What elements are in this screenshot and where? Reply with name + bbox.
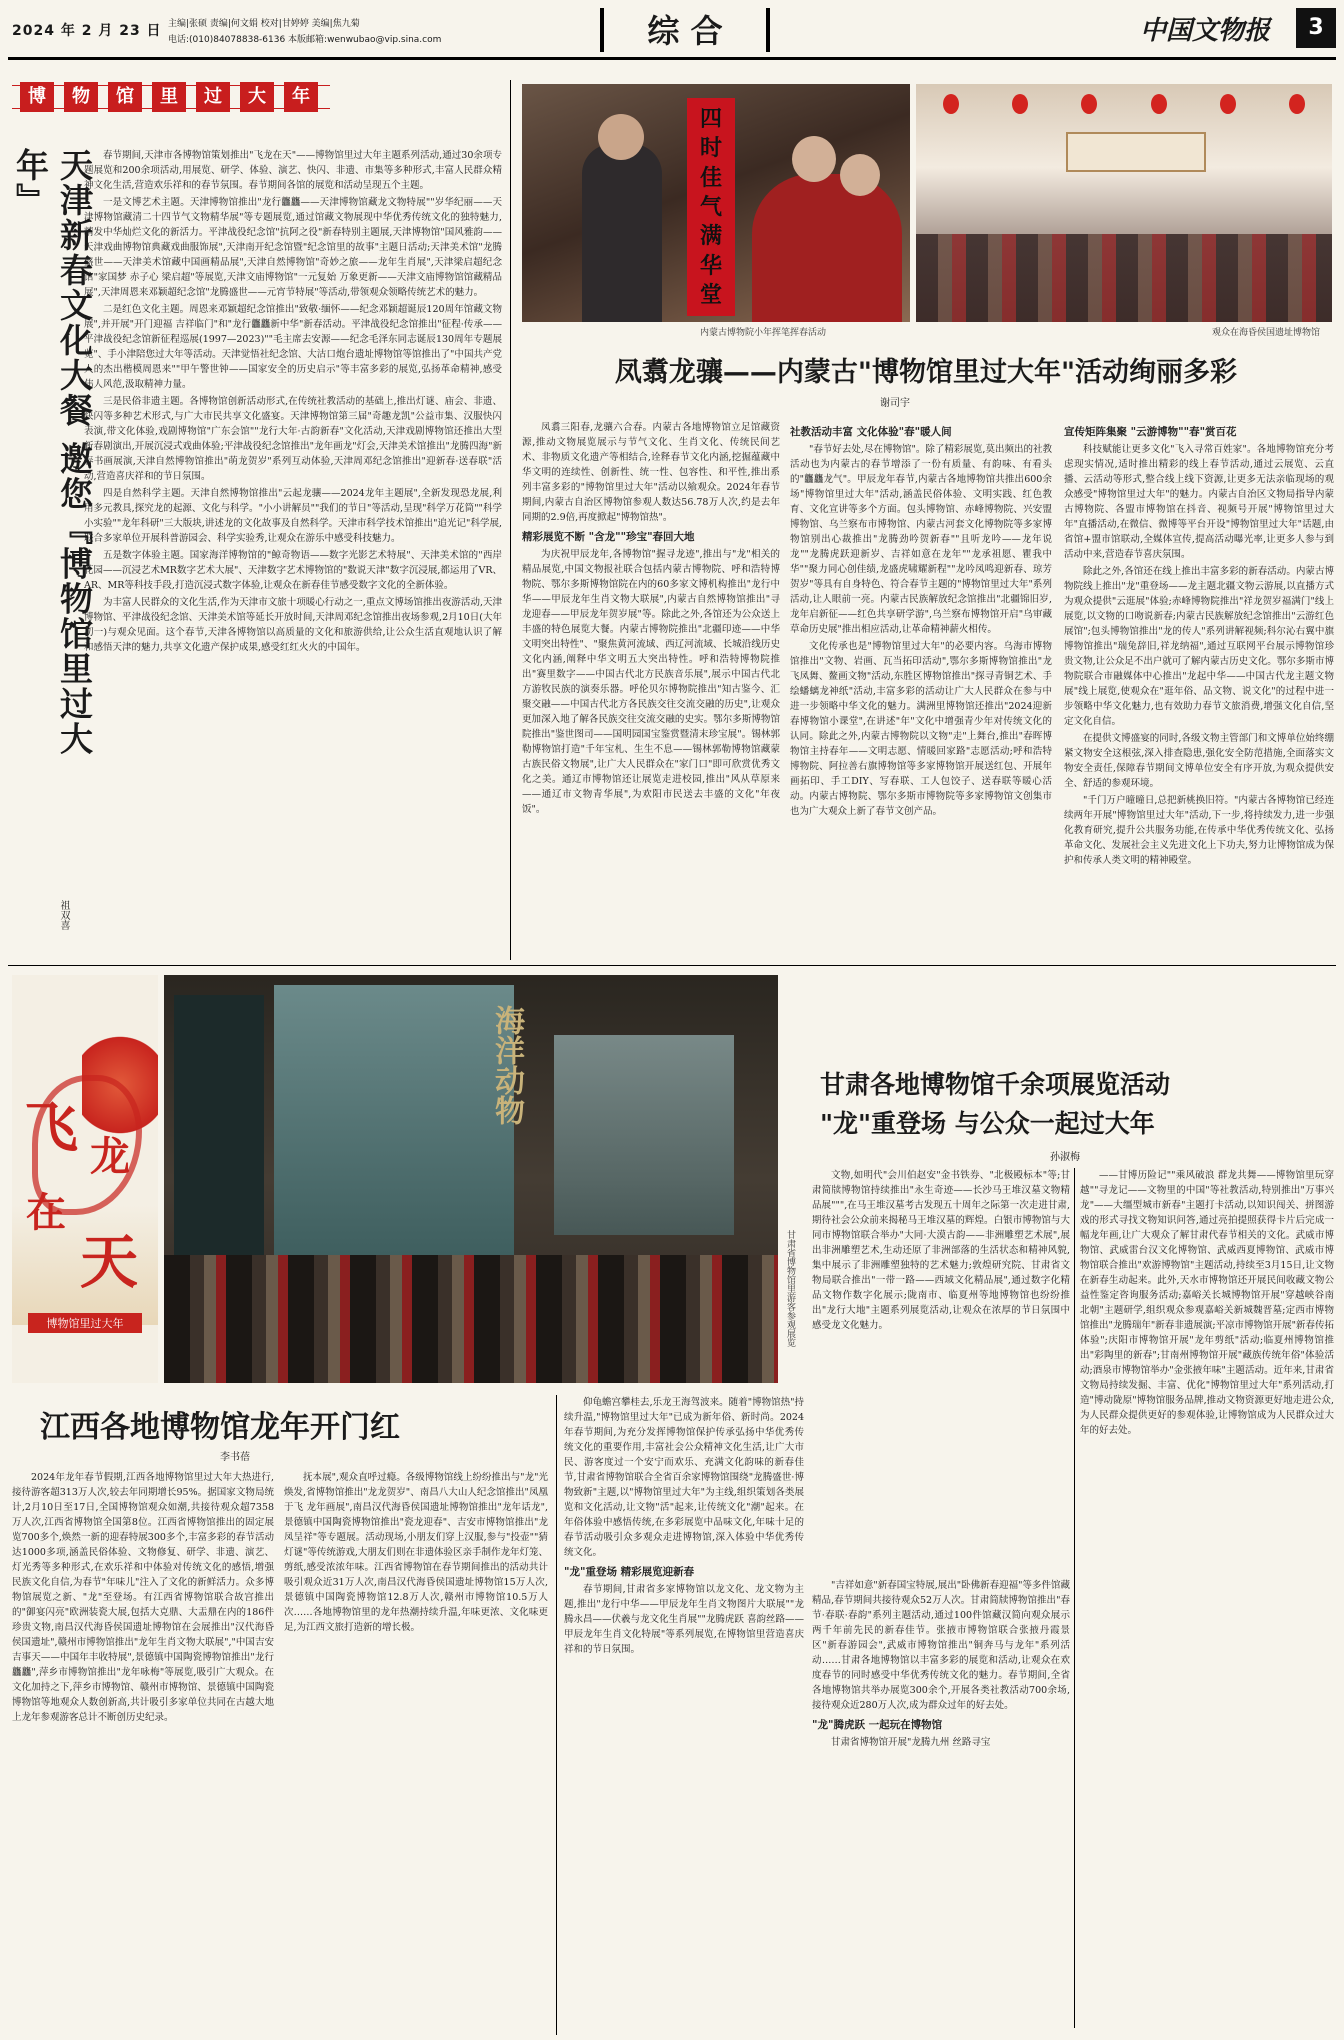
neimenggu-subhead: 社教活动丰富 文化体验"春"暖人间 (790, 426, 952, 438)
banner-char: 博 (20, 82, 54, 112)
jiangxi-col1 (12, 1470, 274, 2030)
couplet-char: 四 (699, 105, 722, 132)
exhibit-sign: 海洋动物 (489, 1005, 524, 1125)
banner-char: 大 (240, 82, 274, 112)
neimenggu-author: 谢司宇 (880, 398, 910, 409)
header-divider-right (766, 8, 770, 52)
jiangxi-col2 (284, 1470, 548, 2030)
couplet-char: 满 (699, 223, 722, 250)
poster-char: 在 (26, 1189, 66, 1236)
gansu-subhead: "龙"重登场 精彩展览迎新春 (564, 1566, 695, 1578)
gansu-author: 孙淑梅 (1050, 1152, 1080, 1163)
banner-char: 过 (196, 82, 230, 112)
header-divider-left (600, 8, 604, 52)
page-number: 3 (1296, 8, 1336, 48)
neimenggu-para: 除此之外,各馆还在线上推出丰富多彩的新春活动。内蒙古博物院线上推出"龙"重登场——龙主题北疆文物云游展,以直播方式为观众提供"云逛展"体验;赤峰博物院推出"祥龙贺岁福满门"线上展览,以文物的口吻说新春;内蒙古民族解放纪念馆推出"云游红色展馆";包头博物馆推出"龙的传人"系列讲解视频;科尔沁右翼中旗博物馆推出"瑞兔辞旧,祥龙纳福",通过互联网平台展示博物馆珍贵文物,让公众足不出户就可了解内蒙古历史文化。鄂尔多斯市博物院联合市融媒体中心推出"龙起中华——中国古代龙主题文物展"线上展览,使观众在"逛年俗、品文物、说文化"的过程中进一步领略中华文化魅力,也有效助力春节文旅消费,增强文化自信,坚定文化自信。 (1064, 566, 1334, 727)
neimenggu-para: 科技赋能让更多文化"飞入寻常百姓家"。各地博物馆充分考虑现实情况,适时推出精彩的线上春节活动,通过云展览、云直播、云活动等形式,整合线上线下资源,让更多无法亲临现场的观众感受"博物馆里过大年"的魅力。内蒙古自治区文物局指导内蒙古博物院、各盟市博物馆在抖音、视频号开展"博物馆里过大年"直播活动,在微信、微博等平台开设"博物馆里过大年"话题,由省馆+盟市馆联动,全媒体宣传,提高活动曝光率,让更多人参与到活动中来,营造春节喜庆氛围。 (1064, 444, 1334, 560)
couplet-char: 华 (699, 252, 722, 279)
gansu-para: "吉祥如意"新春国宝特展,展出"卧佛新春迎福"等多件馆藏精品,春节期间共接待观众52万人次。甘肃简牍博物馆推出"春节·春联·春韵"系列主题活动,通过100件馆藏汉简向观众展示两千年前先民的新春佳节。张掖市博物馆联合张掖丹霞景区"新春游园会",武威市博物馆推出"铜奔马与龙年"系列活动……甘肃各地博物馆以丰富多彩的展览和活动,让观众在欢度春节的同时感受中华优秀传统文化的魅力。春节期间,全省各地博物馆共举办展览300余个,开展各类社教活动700余场,接待观众近280万人次,成为群众过年的好去处。 (812, 1580, 1070, 1711)
caption-gansu-visitors: 甘肃省博物馆里游客参观展览 (785, 1230, 795, 1347)
tianjin-para: 二是红色文化主题。周恩来邓颖超纪念馆推出"致敬·缅怀——纪念邓颖超诞辰120周年馆藏文物展",并开展"开门迎福 吉祥临门"和"龙行龘龘新中华"新春活动。平津战役纪念馆推出"征程·传承——平津战役纪念馆新征程巡展(1997—2023)""毛主席去安源——纪念毛泽东同志诞辰130周年专题展览"、手小津陪您过大年等活动。天津觉悟社纪念馆、大沽口炮台遗址博物馆等馆推出了"中国共产党人的杰出楷模周恩来""甲午警世钟——国家安全的历史启示"等丰富多彩的展览,弘扬革命精神,感受伟人风范,汲取精神力量。 (84, 304, 502, 390)
gansu-para: 仰龟蟾宫攀桂去,乐龙王海驾波来。随着"博物馆热"持续升温,"博物馆里过大年"已成为新年俗、新时尚。2024年春节期间,为充分发挥博物馆保护传承弘扬中华优秀传统文化的重要作用,丰富社会公众精神文化生活,让广大市民、游客度过一个安宁而欢乐、充满文化韵味的新春佳节,甘肃省博物馆联合全省百余家博物馆围绕"龙腾盛世·博物致新"主题,以"博物馆里过大年"为主线,组织策划各类展览和文化活动,让文物"活"起来,让传统文化"潮"起来。在年俗体验中感悟传统,在多彩展览中品味文化,年味十足的春节活动吸引众多观众走进博物馆,深入体验中华优秀传统文化。 (564, 1397, 804, 1558)
issue-date: 2024 年 2 月 23 日 (12, 23, 162, 39)
poster-char: 天 (80, 1228, 139, 1296)
divider-gansu (1074, 1168, 1075, 2028)
tianjin-para: 四是自然科学主题。天津自然博物馆推出"云起龙骧——2024龙年主题展",全新发现恐龙展,利用多元教具,探究龙的起源、文化与科学。"小小讲解员""我们的节日"等活动,呈现"科学万花筒""科学小实验""龙年科研"三大版块,讲述龙的文化故事及自然科学。天津市科学技术馆推出"追光记"科学展,联合多家单位开展科普游园会、科学实验秀,让观众在游乐中感受科技魅力。 (84, 488, 502, 544)
neimenggu-title: 凤翥龙骧——内蒙古"博物馆里过大年"活动绚丽多彩 (614, 357, 1238, 388)
gansu-para: ——甘博历险记""乘风破浪 群龙共舞——博物馆里玩穿越""寻龙记——文物里的中国"等社教活动,特别推出"万事兴 龙"——大缰型城市新春"主题打卡活动,以知识闯关、拼图游戏的形式寻找文物知识问答,通过亮拍提照获得卡片后完成一幅龙年画,让广大观众了解甘肃代春节相关的文化。武威市博物馆、武威雷台汉文化博物馆、武威西夏博物馆、武威市博物馆联合推出"欢游博物馆"主题活动,持续至3月15日,让文物在新春生动起来。此外,天水市博物馆还开展民间收藏文物公益性鉴定咨询服务活动;嘉峪关长城博物馆开展"穿越峡谷南北朝"主题研学,组织观众参观嘉峪关新城魏晋墓;定西市博物馆推出"龙腾瑞年"新春非遗展演;平凉市博物馆开展"新春传拓体验";庆阳市博物馆开展"龙年剪纸"活动;临夏州博物馆推出"彩陶里的新春";甘南州博物馆开展"藏族传统年俗"体验活动;酒泉市博物馆举办"金张掖年味"主题活动。近年来,甘肃省文物局持续发掘、丰富、优化"博物馆里过大年"系列活动,打造"博动陇原"博物馆服务品牌,推动文物资源更好地走进公众,为人民群众提供更好的参观体验,让博物馆成为人民群众过大年的好去处。 (1080, 1170, 1334, 1436)
neimenggu-col3 (1064, 420, 1334, 960)
gansu-col2 (812, 1578, 1070, 2030)
banner-char: 物 (64, 82, 98, 112)
gansu-intro-col (564, 1395, 804, 2030)
poster-subtitle: 博物馆里过大年 (28, 1313, 142, 1333)
banner-char: 里 (152, 82, 186, 112)
neimenggu-col1 (522, 420, 780, 960)
banner-museum-new-year (12, 82, 330, 112)
jiangxi-title: 江西各地博物馆龙年开门红 (40, 1410, 400, 1445)
divider-middle (8, 965, 1336, 966)
masthead: 中国文物报 (1140, 16, 1271, 46)
photo-museum-hall (164, 975, 778, 1383)
couplet-char: 佳 (699, 164, 722, 191)
neimenggu-para: "千门万户曈曈日,总把新桃换旧符。"内蒙古各博物馆已经连续两年开展"博物馆里过大年"活动,下一步,将持续发力,进一步强化教育研究,提升公共服务功能,在传承中华优秀传统文化、弘扬革命文化、发展社会主义先进文化上下功夫,努力让博物馆成为保护和传承人类文明的精神殿堂。 (1064, 795, 1334, 866)
gansu-para: 文物,如明代"会川伯赵安"金书铁券、"北极殿标本"等;甘肃简牍博物馆持续推出"永生奇迹——长沙马王堆汉墓文物精品展""",在马王堆汉墓考古发现五十周年之际第一次走进甘肃,期待社会公众前来揭秘马王堆汉墓的辉煌。白银市博物馆与大同市博物馆联合举办"大同·大漠古韵——非洲雕塑艺术展",展出非洲雕塑艺术,生动还原了非洲部落的生活状态和精神风貌,集中展示了非洲雕塑独特的艺术魅力;敦煌研究院、甘肃省文物局联合推出"一带一路——西域文化精品展",通过数字化精品文物作数字化展示;陇南市、临夏州等地博物馆也纷纷推出"龙行大地"主题系列展览活动,让观众在浓厚的节日氛围中感受龙文化魅力。 (812, 1170, 1070, 1331)
banner-char: 年 (284, 82, 318, 112)
tianjin-para: 五是数字体验主题。国家海洋博物馆的"鲸奇物语——数字光影艺术特展"、天津美术馆的"西岸花园——沉浸艺术MR数字艺术大展"、天津数字艺术博物馆的"数说天津"数字沉浸展,都运用了VR、AR、MR等科技手段,打造沉浸式数字体验,让观众在新春佳节感受数字文化的全新体验。 (84, 550, 502, 591)
couplet-char: 时 (699, 135, 722, 162)
poster-char: 飞 (24, 1095, 78, 1159)
header-rule (8, 57, 1336, 60)
gansu-title-line1: 甘肃各地博物馆千余项展览活动 (820, 1070, 1171, 1099)
neimenggu-para: "春节好去处,尽在博物馆"。除了精彩展览,莫出频出的社教活动也为内蒙古的春节增添了一份有质量、有韵味、有看头的"龘龘龙气"。甲辰龙年春节,内蒙古各地博物馆共推出600余场"博物馆里过大年"活动,涵盖民俗体验、文明实践、红色教育、文化宣讲等多个方面。包头博物馆、赤峰博物院、兴安盟博物馆、乌兰察布市博物馆、内蒙古河套文化博物院等多家博物馆别出心裁推出"龙腾劲吟贺新春""且听龙吟——龙年说龙""龙腾虎跃迎新岁、吉祥如意在龙年""龙承祖愿、瞿我中华""聚力同心创佳绩,龙盛虎啸耀新程""龙吟凤鸣迎新春、琼芳贺岁"等具有自身特色、符合春节主题的"博物馆里过大年"系列活动,让人眼前一亮。内蒙古民族解放纪念馆推出"北疆锦旧岁,龙年启新征——红色共享研学游",乌兰察布博物馆开启"乌审藏草命历史展"推出相应活动,让革命精神薪火相传。 (790, 444, 1052, 635)
caption-haihunhou: 观众在海昏侯国遗址博物馆 (1212, 328, 1321, 338)
couplet-char: 堂 (699, 282, 722, 309)
tianjin-author: 祖双喜 (58, 900, 69, 930)
gansu-para: 甘肃省博物馆开展"龙腾九州 丝路寻宝 (831, 1737, 991, 1748)
tianjin-para: 为丰富人民群众的文化生活,作为天津市文旅十项暖心行动之一,重点文博场馆推出夜游活动,天津博物馆、平津战役纪念馆、天津美术馆等延长开放时间,天津周邓纪念馆推出夜场参观,2月10日(大年初一)与观众见面。这个春节,天津各博物馆以高质量的文化和旅游供给,让公众生活直观地认识了解和感悟天津的魅力,共享文化遗产保护成果,感受红红火火的中国年。 (84, 597, 502, 653)
gansu-para: 春节期间,甘肃省多家博物馆以龙文化、龙文物为主题,推出"龙行中华——甲辰龙年生肖文物图片大联展""龙腾永昌——伏羲与龙文化生肖展""龙腾虎跃 喜韵丝路——甲辰龙年生肖文化特展"等系列展览,在博物馆里营造喜庆祥和的节日氛围。 (564, 1584, 804, 1655)
couplet-char: 气 (699, 193, 722, 220)
tianjin-para: 三是民俗非遗主题。各博物馆创新活动形式,在传统社教活动的基础上,推出灯谜、庙会、非遗、快闪等多种艺术形式,与广大市民共享文化盛宴。天津博物馆第三届"奇趣龙凯"公益市集、汉服快闪表演,带文化体验,戏剧博物馆"广东会馆""龙行大年·古韵新春"文化活动,天津戏剧博物馆还推出大型新春剧演出,开展沉浸式戏曲体验;平津战役纪念馆推出"龙年画龙"灯会,天津美术馆推出"龙腾四海"新春书画展演,天津自然博物馆推出"萌龙贺岁"系列互动体验,天津周邓纪念馆推出"迎新春·送春联"活动,营造喜庆祥和的节日氛围。 (84, 396, 502, 482)
banner-char: 馆 (108, 82, 142, 112)
photo-haihunhou-visitors (916, 84, 1332, 322)
gansu-title-line2: "龙"重登场 与公众一起过大年 (820, 1109, 1155, 1138)
gansu-col1 (812, 1168, 1070, 1568)
poster-char: 龙 (90, 1133, 130, 1180)
section-name: 综 合 (647, 12, 723, 50)
neimenggu-subhead: 宣传矩阵集聚 "云游博物""春"赏百花 (1064, 426, 1237, 438)
contact-line: 电话:(010)84078838-6136 本版邮箱:wenwubao@vip.sina.com (168, 35, 442, 45)
page-header (0, 0, 1344, 58)
neimenggu-para: 文化传承也是"博物馆里过大年"的必要内容。乌海市博物馆推出"文物、岩画、瓦当拓印活动",鄂尔多斯博物馆推出"龙飞凤舞、鳌画文物"活动,东胜区博物馆推出"探寻青铜艺术、手绘蟠螭龙神纸"活动,丰富多彩的活动让广大人民群众在参与中进一步领略中华文化的魅力。满洲里博物馆还推出"2024迎新春博物馆小课堂",在讲述"年"文化中增强青少年对传统文化的认同。除此之外,内蒙古博物院以文物"走"上舞台,推出"春晖博物馆主持春年——文明志愿、情暖回家路"志愿活动;呼和浩特博物院、阿拉善右旗博物馆等多家博物馆开展送红包、开展年画拓印、手工DIY、写春联、工人包饺子、送春联等暖心活动。内蒙古博物院、鄂尔多斯市博物院等多家博物馆文创集市也为广大观众上新了春节文创产品。 (790, 641, 1052, 817)
jiangxi-para: 抚本展",观众直呼过瘾。各级博物馆线上纷纷推出与"龙"光焕发,省博物馆推出"龙龙贺岁"、南昌八大山人纪念馆推出"凤凰于飞 龙年画展",南昌汉代海昏侯国遗址博物馆推出"龙年话龙",景德镇中国陶瓷博物馆推出"瓷龙迎春"、吉安市博物馆推出"龙凤呈祥"等专题展。活动现场,小朋友们穿上汉服,参与"投壶""猜灯谜"等传统游戏,大朋友们则在非遗体验区亲手制作龙年灯笼、剪纸,感受浓浓年味。江西省博物馆在春节期间推出的活动共计吸引观众近31万人次,南昌汉代海昏侯国遗址博物馆15万人次,景德镇中国陶瓷博物馆12.8万人次,赣州市博物馆10.5万人次……各地博物馆里的龙年热潮持续升温,年味更浓、文化味更足,为江西文旅打造新的增长极。 (284, 1472, 548, 1633)
couplet-scroll (687, 98, 735, 316)
tianjin-para: 一是文博艺术主题。天津博物馆推出"龙行龘龘——天津博物馆藏龙文物特展""岁华纪丽——天津博物馆藏清二十四节气文物精华展"等专题展览,通过馆藏文物展现中华优秀传统文化的独特魅力,精发中华灿烂文化的新活力。平津战役纪念馆"抗阿之役"新春特别主题展,天津博物馆"国风雅韵——天津戏曲博物馆典藏戏曲服饰展",天津南开纪念馆暨"纪念馆里的故事"主题日活动;天津美术馆"龙腾盛世——天津美术馆藏中国画精品展",天津自然博物馆"奇妙之旅——龙年生肖展",天津梁启超纪念馆"家国梦 赤子心 梁启超"等展览,天津文庙博物馆"一元复始 万象更新——天津文庙博物馆馆藏精品展",天津周恩来邓颖超纪念馆"龙腾盛世——元宵节特展"等活动,带领观众领略传统艺术的魅力。 (84, 197, 502, 298)
poster-flying-dragon (12, 975, 158, 1383)
staff-line: 主编|张硕 责编|何文娟 校对|甘婷婷 美编|焦九菊 (168, 19, 360, 29)
neimenggu-col2 (790, 420, 1052, 960)
neimenggu-para: 凤翥三阳春,龙骧六合春。内蒙古各地博物馆立足馆藏资源,推动文物展览展示与节气文化、生肖文化、传统民间艺术、非物质文化遗产等相结合,诠释春节文化内涵,挖掘蕴藏中华文明的连续性、创新性、统一性、包容性、和平性,推出系列丰富多彩的"博物馆里过大年"活动以飨观众。2024年春节期间,内蒙古自治区博物馆参观人数达56.78万人次,约是去年同期的2.9倍,再度掀起"博物馆热"。 (522, 422, 780, 523)
neimenggu-para: 为庆祝甲辰龙年,各博物馆"握寻龙迹",推出与"龙"相关的精品展览,中国文物报社联合包括内蒙古博物院、呼和浩特博物院、鄂尔多斯博物馆院在内的60多家文博机构推出"龙行中华——甲辰龙年生肖文物大联展",内蒙古自然博物馆推出"寻龙迎春——甲辰龙年贺岁展"等。除此之外,各馆还为公众送上丰盛的特色展览大餐。内蒙古博物院推出"北疆印迹——中华文明突出特性"、"聚焦黄河流域、西辽河流域、长城沿线历史文化内涵,阐释中华文明五大突出特性。呼和浩特博物院推出"赛里数字——中国古代北方民族音乐展",展示中国古代北方游牧民族的演奏乐器。呼伦贝尔博物院推出"知古鉴今、汇聚交融——中国古代北方各民族交往交流交融的历史",让观众更加深入地了解各民族交往交流交融的史实。鄂尔多斯博物馆院推出"鉴世图司——国明园国宝鉴赏暨清末珍宝展"。锡林郭勒博物馆打造"千年宝札、生生不息——锡林郭勒博物馆藏蒙古族民俗文物展",让广大人民群众在"家门口"即可欣赏优秀文化之美。通辽市博物馆还让展览走进校园,推出"风从草原来——通辽市文物青华展",为欢阳市民送去丰盛的文化"年夜饭"。 (522, 549, 780, 815)
tianjin-title: 天津新春文化大餐 邀您『博物馆里过大年』 (11, 148, 94, 757)
gansu-subhead: "龙"腾虎跃 一起玩在博物馆 (812, 1719, 943, 1731)
jiangxi-para: 2024年龙年春节假期,江西各地博物馆里过大年大热进行,接待游客超313万人次,较去年同期增长95%。据国家文物局统计,2月10日至17日,全国博物馆观众如潮,共接待观众超7358万人次,江西省博物馆全国第8位。江西省博物馆推出的固定展览700多个,焕然一新的迎春特展300多个,丰富多彩的春节活动达1000多项,涵盖民俗体验、文物修复、研学、非遗、演艺、灯光秀等多种形式,在欢乐祥和中体验对传统文化的感悟,增强民族文化自信,为春节"年味儿"注入了文化的新鲜活力。众多博物馆展览之新、"龙"至登场。有江西省博物馆联合故宫推出的"御宴闪亮"欧洲装瓷大展,包括大克鼎、大盂鼎在内的186件珍贵文物,南昌汉代海昏侯国遗址博物馆在会展推出"汉代海昏侯国遗址",赣州市博物馆推出"龙年生肖文物大联展","中国吉安吉事天——中国年丰收特展",景德镇中国陶瓷博物馆推出"龙行龘龘",萍乡市博物馆推出"龙年咏梅"等展览,吸引广大观众。在文化加持之下,萍乡市博物馆、赣州市博物馆、景德镇中国陶瓷博物馆等地观众人数创新高,共计吸引多家单位共同在古越大地上龙年参观游客总计不断创历史纪录。 (12, 1472, 274, 1723)
caption-calligraphy: 内蒙古博物院小年挥笔挥春活动 (700, 328, 827, 338)
jiangxi-author: 李书蓓 (220, 1452, 250, 1463)
gansu-col3 (1080, 1168, 1334, 2028)
divider-tianjin (510, 80, 511, 960)
neimenggu-subhead: 精彩展览不断 "含龙""珍宝"春回大地 (522, 531, 695, 543)
photo-calligraphy-event (522, 84, 910, 322)
tianjin-para: 春节期间,天津市各博物馆策划推出"飞龙在天"——博物馆里过大年主题系列活动,通过30余项专题展览和200余项活动,用展览、研学、体验、演艺、快闪、非遗、市集等多种形式,丰富人民群众精神文化生活,营造欢乐祥和的春节氛围。春节期间各馆的展览和活动呈现五个主题。 (84, 150, 502, 191)
neimenggu-para: 在提供文博盛宴的同时,各级文物主管部门和文博单位始终绷紧文物安全这根弦,深入排查隐患,强化安全防范措施,全面落实文物安全责任,保障春节期间文博单位安全有序开放,为观众提供安全、舒适的参观环境。 (1064, 733, 1334, 789)
divider-jiangxi (556, 1395, 557, 2035)
tianjin-body (84, 148, 502, 950)
